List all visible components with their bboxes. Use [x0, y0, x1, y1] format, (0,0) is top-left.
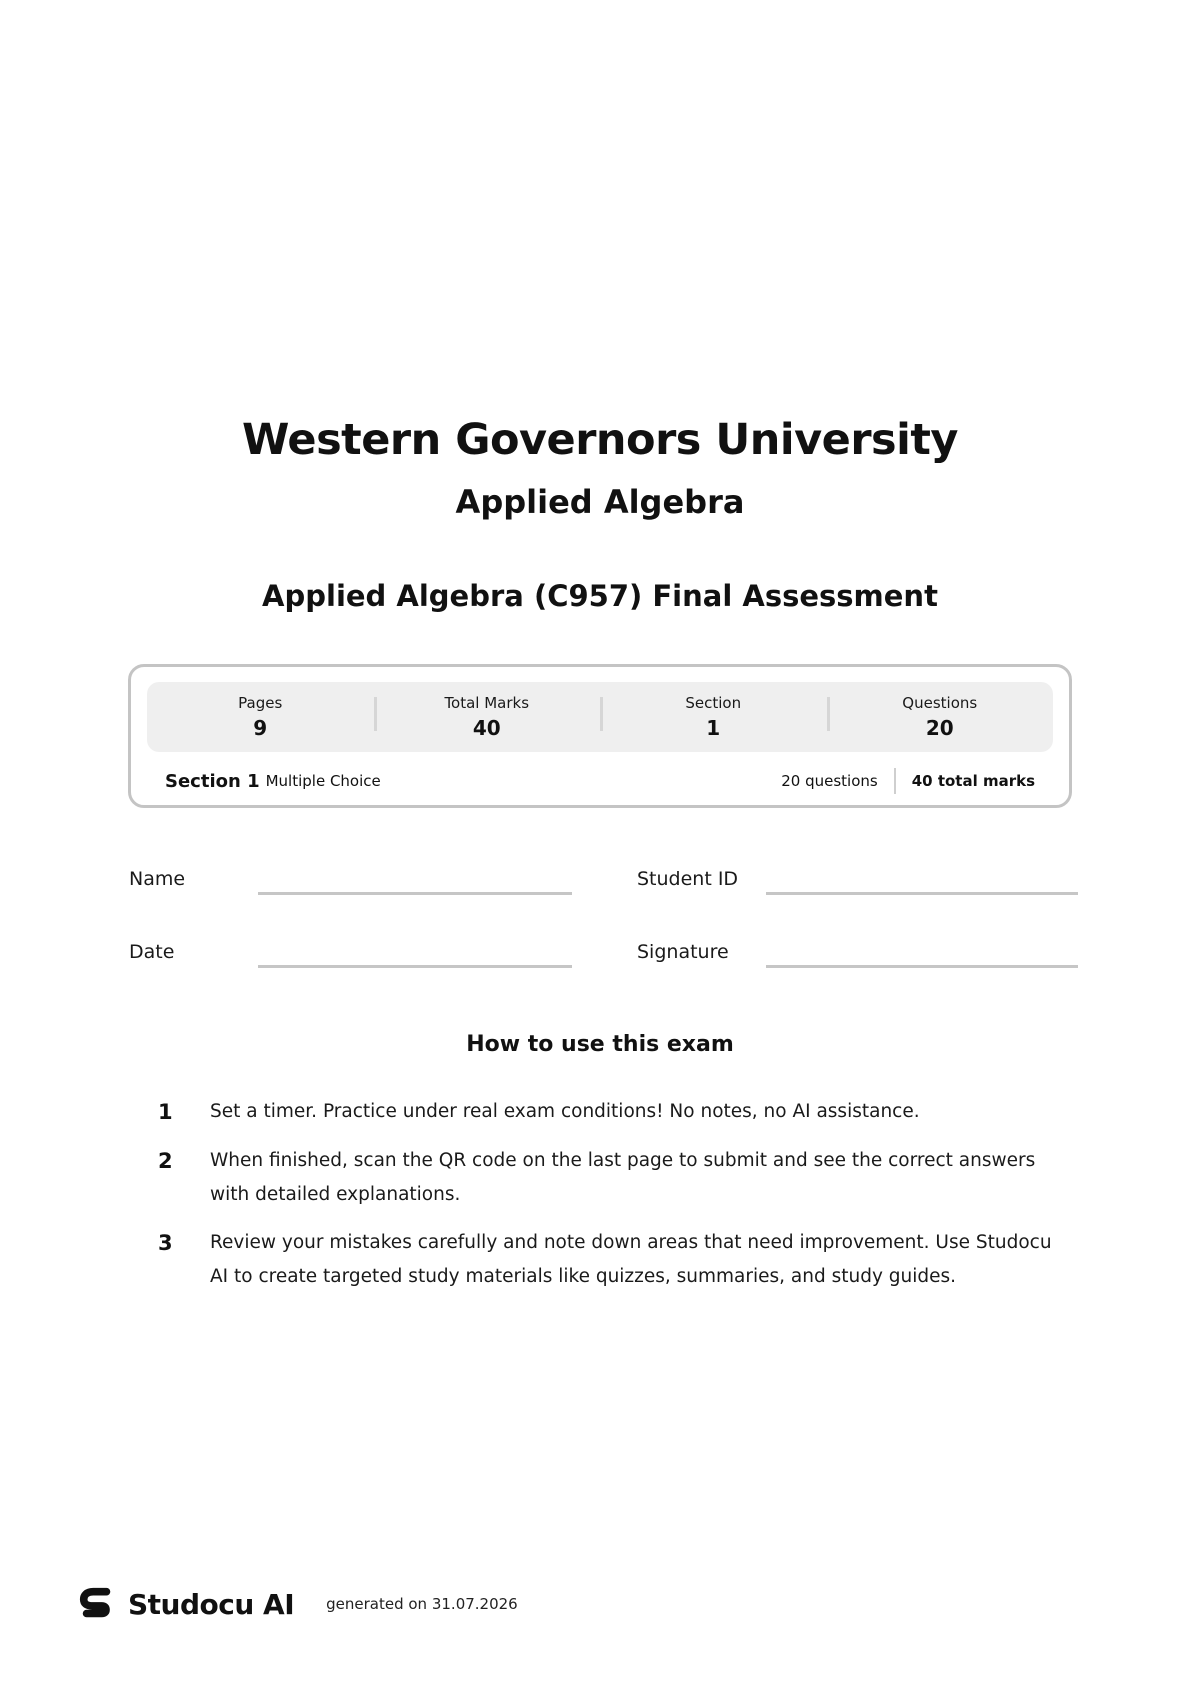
studocu-logo-icon [78, 1585, 116, 1623]
step-text: Review your mistakes carefully and note down areas that need improvement. Use Studocu AI to create targeted study materials like quizzes, summaries, and study guides. [210, 1232, 1052, 1287]
stat-label: Pages [238, 694, 283, 712]
student-id-field[interactable] [766, 892, 1078, 895]
name-field[interactable] [258, 892, 572, 895]
stat-value: 20 [925, 716, 954, 740]
step-text: Set a timer. Practice under real exam conditions! No notes, no AI assistance. [210, 1101, 920, 1122]
stat-pages [147, 693, 374, 741]
stat-label: Section [685, 694, 742, 712]
instruction-step [158, 1226, 1058, 1294]
stat-questions [827, 693, 1054, 741]
student-id-label: Student ID [637, 868, 739, 890]
instruction-step [158, 1144, 1058, 1212]
stat-value: 40 [472, 716, 501, 740]
section-question-count: 20 questions [781, 772, 878, 790]
exam-info-card [128, 664, 1072, 808]
stat-section [600, 693, 827, 741]
stat-value: 9 [253, 716, 268, 740]
section-name: Section 1 [165, 770, 260, 792]
footer-brand: Studocu AI [128, 1587, 295, 1621]
instruction-step [158, 1095, 1058, 1129]
university-name: Western Governors University [242, 415, 958, 465]
signature-field[interactable] [766, 965, 1078, 968]
assessment-title: Applied Algebra (C957) Final Assessment [262, 579, 938, 613]
section-type: Multiple Choice [265, 772, 381, 790]
section-summary-row [165, 767, 1035, 795]
step-number: 2 [158, 1149, 173, 1173]
section-total-marks: 40 total marks [911, 772, 1035, 790]
stat-label: Questions [902, 694, 978, 712]
generated-date: generated on 31.07.2026 [326, 1595, 518, 1613]
instructions-title: How to use this exam [466, 1032, 734, 1057]
date-label: Date [129, 941, 175, 963]
signature-label: Signature [637, 941, 729, 963]
stat-value: 1 [706, 716, 721, 740]
footer [78, 1584, 518, 1624]
stat-label: Total Marks [444, 694, 530, 712]
course-name: Applied Algebra [455, 483, 745, 521]
date-field[interactable] [258, 965, 572, 968]
step-number: 3 [158, 1231, 173, 1255]
stat-total-marks [374, 693, 601, 741]
step-text: When finished, scan the QR code on the last page to submit and see the correct answers with detailed explanations. [210, 1150, 1036, 1205]
section-divider [894, 768, 896, 794]
name-label: Name [129, 868, 186, 890]
step-number: 1 [158, 1100, 173, 1124]
exam-stats-bar [147, 682, 1053, 752]
